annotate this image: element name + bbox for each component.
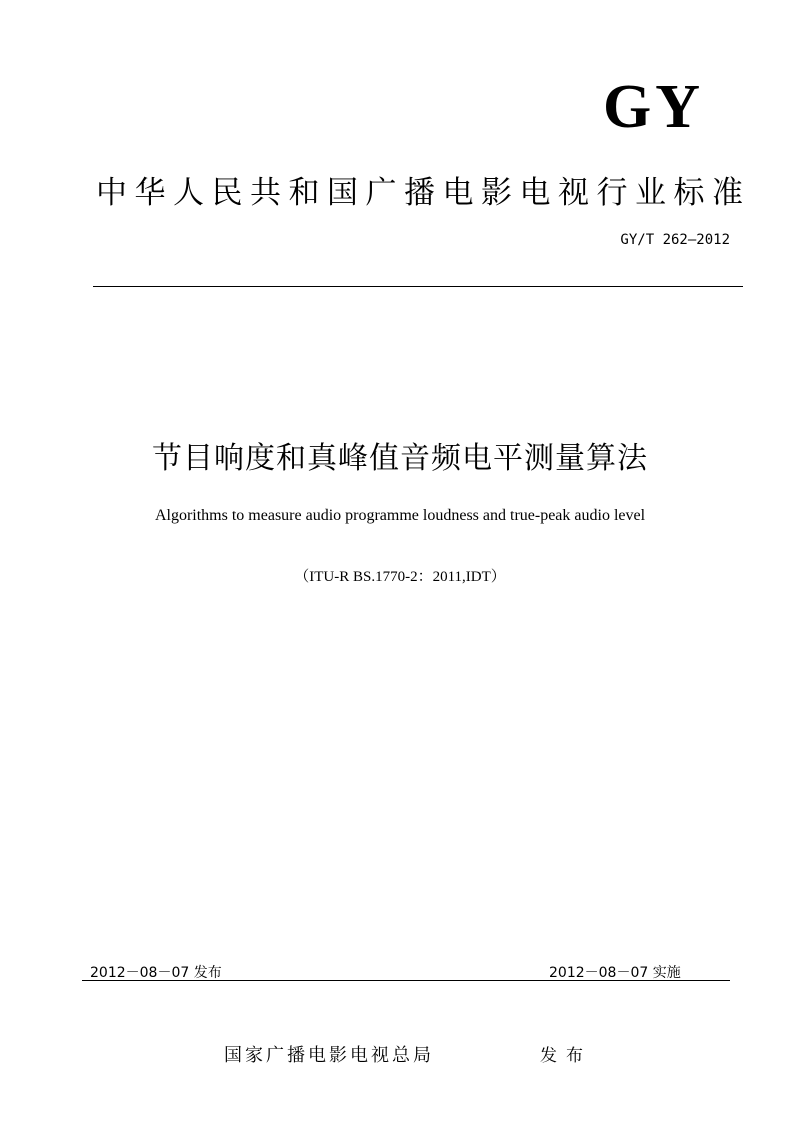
publisher: 国家广播电影电视总局	[224, 1045, 434, 1066]
issue-date: 2012－08－07 发布	[90, 965, 222, 981]
standard-number: GY/T 262—2012	[620, 232, 730, 248]
publish-action: 发布	[540, 1046, 592, 1066]
equivalence-note: （ITU-R BS.1770-2：2011,IDT）	[294, 569, 506, 585]
footer-divider	[82, 980, 730, 981]
header-divider	[93, 286, 743, 287]
gy-logo: GY	[603, 73, 704, 141]
english-title: Algorithms to measure audio programme loudness and true-peak audio level	[154, 507, 646, 524]
implementation-date: 2012－08－07 实施	[549, 965, 681, 981]
industry-standard-title: 中华人民共和国广播电影电视行业标准	[96, 175, 751, 211]
chinese-title: 节目响度和真峰值音频电平测量算法	[152, 441, 648, 476]
